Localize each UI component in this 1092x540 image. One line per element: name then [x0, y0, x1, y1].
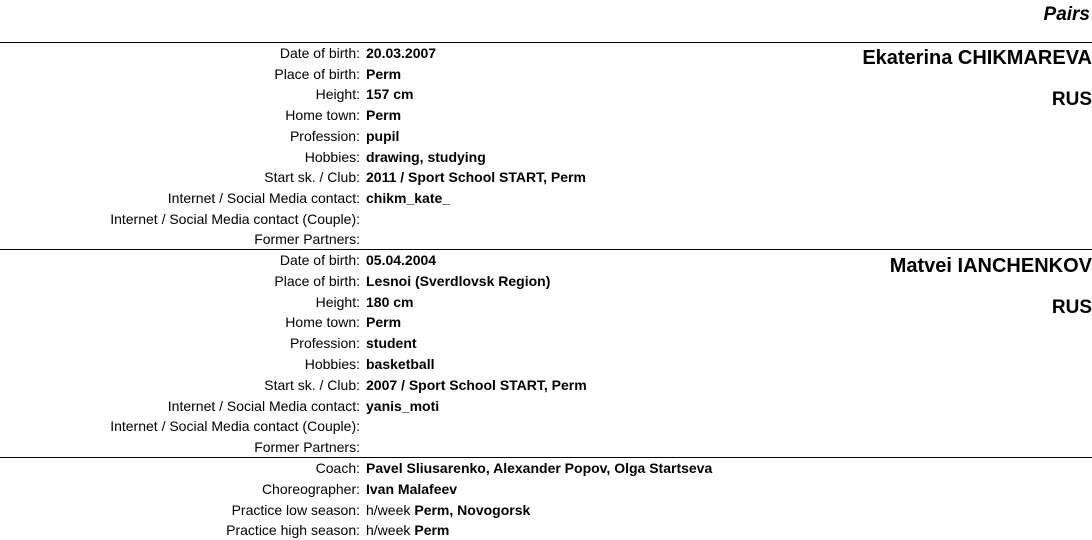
field-value: Pavel Sliusarenko, Alexander Popov, Olga Startseva: [366, 460, 713, 476]
field-value: 180 cm: [366, 293, 414, 310]
field-row-hobbies: [0, 147, 800, 167]
athlete-section-2: [0, 249, 1092, 457]
field-value: drawing, studying: [366, 148, 486, 165]
discipline-title: Pairs: [1043, 4, 1090, 25]
field-value: Ivan Malafeev: [366, 481, 458, 497]
field-value: Perm: [414, 522, 450, 538]
field-value: 20.03.2007: [366, 45, 437, 61]
field-value: 2007 / Sport School START, Perm: [366, 376, 587, 393]
field-value: 157 cm: [366, 86, 414, 103]
field-label: Hobbies:: [304, 148, 360, 165]
field-label: Former Partners:: [254, 231, 360, 248]
page-header: [0, 0, 1092, 43]
field-row-height: [0, 84, 800, 104]
field-row-hobbies: [0, 354, 800, 374]
field-label: Internet / Social Media contact (Couple):: [110, 210, 360, 227]
field-row-start-club: [0, 375, 800, 395]
field-value: Perm: [366, 107, 402, 124]
field-value: 2011 / Sport School START, Perm: [366, 169, 586, 186]
field-label: Hobbies:: [304, 356, 360, 372]
field-label: Home town:: [285, 314, 360, 331]
athlete-nation: RUS: [1051, 89, 1092, 110]
field-row-social-media: [0, 396, 800, 416]
field-row-height: [0, 292, 800, 312]
field-value-group: [366, 520, 449, 540]
field-label: Home town:: [285, 107, 360, 124]
field-value: student: [366, 335, 417, 352]
field-value: Perm: [366, 314, 402, 331]
field-value: Perm, Novogorsk: [414, 502, 531, 518]
field-row-date-of-birth: [0, 43, 800, 63]
field-row-coach: [0, 458, 800, 478]
field-row-social-media: [0, 188, 800, 208]
field-value: Lesnoi (Sverdlovsk Region): [366, 272, 551, 289]
field-row-profession: [0, 333, 800, 353]
field-row-social-media-couple: [0, 416, 800, 436]
field-value: 05.04.2004: [366, 252, 437, 268]
field-unit: h/week: [366, 522, 411, 538]
field-row-former-partners: [0, 229, 800, 249]
field-label: Place of birth:: [274, 65, 360, 82]
field-value-group: [366, 500, 530, 520]
field-row-place-of-birth: [0, 64, 800, 84]
athlete-name: Ekaterina CHIKMAREVA: [862, 47, 1092, 69]
field-label: Internet / Social Media contact (Couple):: [110, 418, 360, 435]
team-section: [0, 457, 1092, 540]
field-row-home-town: [0, 312, 800, 332]
field-label: Place of birth:: [274, 272, 360, 289]
field-value: chikm_kate_: [366, 189, 451, 206]
athlete-name: Matvei IANCHENKOV: [889, 255, 1092, 277]
field-value: yanis_moti: [366, 397, 440, 414]
field-row-former-partners: [0, 437, 800, 457]
field-row-practice-low: [0, 500, 800, 520]
field-row-profession: [0, 126, 800, 146]
field-label: Practice high season:: [226, 522, 360, 538]
field-label: Profession:: [289, 127, 360, 144]
field-unit: h/week: [366, 502, 411, 518]
athlete-nation: RUS: [1051, 297, 1092, 318]
field-label: Former Partners:: [254, 439, 360, 456]
field-row-home-town: [0, 105, 800, 125]
field-value: pupil: [366, 127, 400, 144]
field-label: Start sk. / Club:: [264, 376, 360, 393]
field-label: Date of birth:: [279, 45, 360, 61]
field-label: Start sk. / Club:: [264, 169, 360, 186]
field-row-choreographer: [0, 479, 800, 499]
field-row-date-of-birth: [0, 250, 800, 270]
field-row-place-of-birth: [0, 271, 800, 291]
field-value: basketball: [366, 356, 435, 372]
field-label: Internet / Social Media contact:: [167, 189, 360, 206]
field-label: Profession:: [289, 335, 360, 352]
field-row-practice-high: [0, 520, 800, 540]
field-label: Practice low season:: [231, 502, 360, 518]
field-label: Height:: [315, 293, 360, 310]
field-label: Date of birth:: [279, 252, 360, 268]
athlete-section-1: [0, 43, 1092, 249]
field-label: Height:: [315, 86, 360, 103]
field-label: Internet / Social Media contact:: [167, 397, 360, 414]
field-row-start-club: [0, 167, 800, 187]
field-row-social-media-couple: [0, 209, 800, 229]
field-label: Coach:: [315, 460, 360, 476]
field-value: Perm: [366, 65, 402, 82]
field-label: Choreographer:: [261, 481, 360, 497]
